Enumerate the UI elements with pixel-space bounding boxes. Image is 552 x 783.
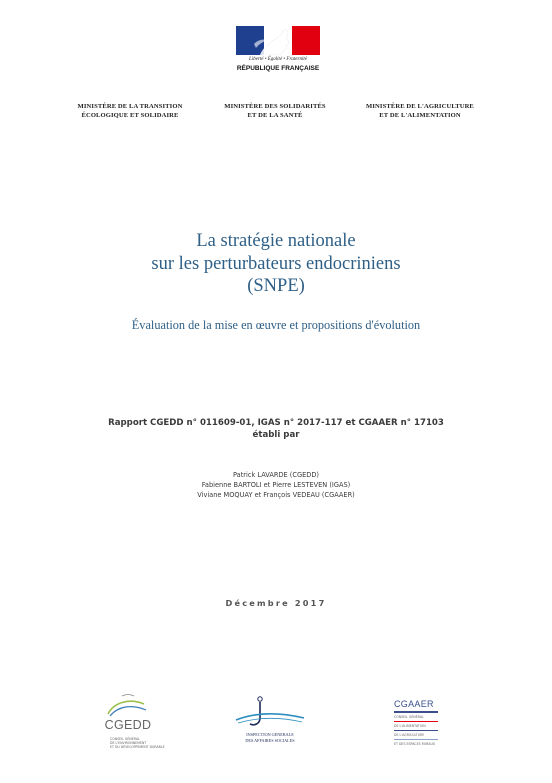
igas-line: DES AFFAIRES SOCIALES xyxy=(245,738,295,743)
cgedd-swoosh-icon xyxy=(100,692,156,718)
report-reference xyxy=(60,418,492,441)
cgedd-name: CGEDD xyxy=(104,718,152,732)
cgedd-subtitle: CONSEIL GÉNÉRAL xyxy=(110,737,140,741)
cgedd-subtitle: DE L'ENVIRONNEMENT xyxy=(110,741,147,745)
title-line: La stratégie nationale xyxy=(196,231,356,251)
author-line: Viviane MOQUAY et François VEDEAU (CGAAER) xyxy=(197,491,355,499)
republic-motto: Liberté • Égalité • Fraternité xyxy=(249,57,307,62)
title-line: sur les perturbateurs endocriniens xyxy=(151,253,401,274)
cgaaer-rule xyxy=(394,730,438,731)
cgaaer-name: CGAAER xyxy=(394,699,434,709)
cgedd-subtitle: ET DU DÉVELOPPEMENT DURABLE xyxy=(110,745,165,749)
ministry-line: MINISTÈRE DE LA TRANSITION xyxy=(77,103,183,110)
author-line: Patrick LAVARDE (CGEDD) xyxy=(232,471,319,479)
ministry-line: MINISTÈRE DES SOLIDARITÉS xyxy=(224,103,326,110)
report-by: établi par xyxy=(252,429,300,440)
title-line: (SNPE) xyxy=(247,276,305,296)
cgaaer-rule xyxy=(394,721,438,722)
publication-date: Décembre 2017 xyxy=(225,598,327,608)
cgaaer-subtitle: CONSEIL GÉNÉRAL xyxy=(394,715,424,719)
ministry-line: MINISTÈRE DE L'AGRICULTURE xyxy=(366,103,474,110)
cgaaer-subtitle: ET DES ESPACES RURAUX xyxy=(394,742,435,746)
document-subtitle: Évaluation de la mise en œuvre et propositions d'évolution xyxy=(131,318,421,332)
cgaaer-rule xyxy=(394,739,438,740)
igas-name xyxy=(230,732,310,744)
document-title xyxy=(70,230,482,298)
marianne-logo xyxy=(236,26,320,78)
ministry-health xyxy=(200,102,350,120)
report-number: Rapport CGEDD n° 011609-01, IGAS n° 2017-117 et CGAAER n° 17103 xyxy=(108,418,444,428)
igas-emblem-icon xyxy=(230,694,310,732)
cgaaer-subtitle: DE L'AGRICULTURE xyxy=(394,733,425,737)
cgaaer-logo xyxy=(392,699,442,751)
authors-list xyxy=(60,470,492,500)
cgedd-logo xyxy=(100,692,165,752)
cgaaer-subtitle: DE L'ALIMENTATION xyxy=(394,724,426,728)
ministry-line: ÉCOLOGIQUE ET SOLIDAIRE xyxy=(81,112,179,119)
ministry-line: ET DE LA SANTÉ xyxy=(247,112,303,119)
igas-logo xyxy=(230,694,310,754)
marianne-profile-icon xyxy=(250,26,302,55)
ministry-agriculture xyxy=(345,102,495,120)
ministry-ecology xyxy=(55,102,205,120)
cgaaer-rule xyxy=(394,711,438,713)
republic-label: RÉPUBLIQUE FRANÇAISE xyxy=(236,65,320,72)
ministry-line: ET DE L'ALIMENTATION xyxy=(379,112,461,119)
author-line: Fabienne BARTOLI et Pierre LESTEVEN (IGAS) xyxy=(201,481,351,489)
igas-line: INSPECTION GENERALE xyxy=(246,732,294,737)
